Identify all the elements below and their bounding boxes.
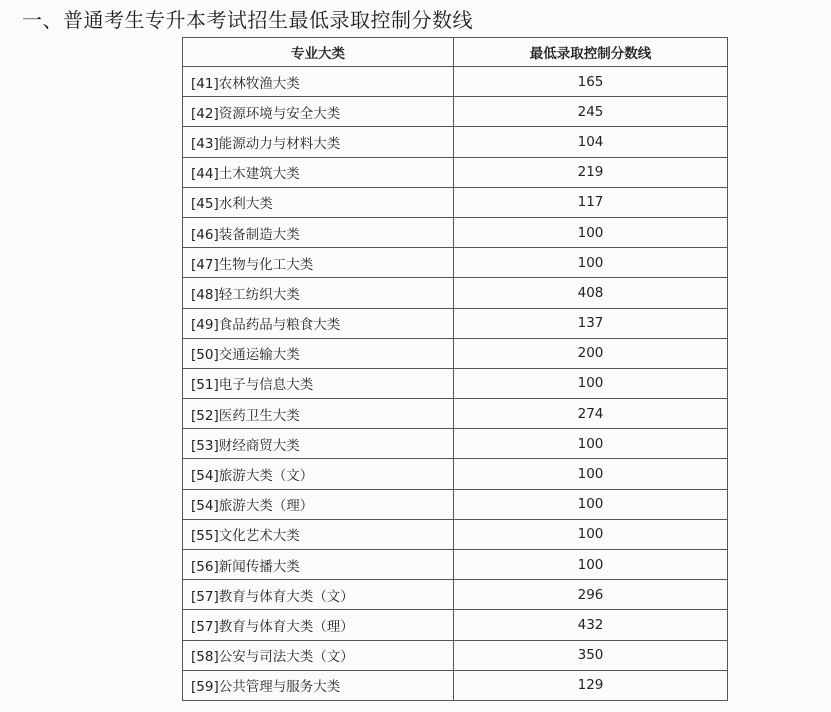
category-cell: [48]轻工纺织大类 (183, 278, 454, 308)
table-row (183, 399, 728, 429)
score-table (182, 37, 728, 701)
table-row (183, 308, 728, 338)
table-row (183, 217, 728, 247)
score-cell: 129 (454, 670, 728, 700)
score-cell: 100 (454, 519, 728, 549)
score-cell: 296 (454, 580, 728, 610)
category-cell: [47]生物与化工大类 (183, 248, 454, 278)
table-row (183, 550, 728, 580)
score-cell: 100 (454, 489, 728, 519)
category-cell: [46]装备制造大类 (183, 217, 454, 247)
table-row (183, 338, 728, 368)
header-score: 最低录取控制分数线 (454, 38, 728, 67)
score-cell: 100 (454, 248, 728, 278)
score-cell: 100 (454, 217, 728, 247)
category-cell: [54]旅游大类（文） (183, 459, 454, 489)
table-row (183, 97, 728, 127)
score-cell: 432 (454, 610, 728, 640)
score-cell: 100 (454, 550, 728, 580)
table-row (183, 157, 728, 187)
score-cell: 350 (454, 640, 728, 670)
category-cell: [53]财经商贸大类 (183, 429, 454, 459)
table-row (183, 278, 728, 308)
category-cell: [57]教育与体育大类（理） (183, 610, 454, 640)
category-cell: [51]电子与信息大类 (183, 368, 454, 398)
category-cell: [52]医药卫生大类 (183, 399, 454, 429)
category-cell: [45]水利大类 (183, 187, 454, 217)
table-row (183, 670, 728, 700)
score-cell: 100 (454, 459, 728, 489)
table-row (183, 580, 728, 610)
document-title: 一、普通考生专升本考试招生最低录取控制分数线 (22, 8, 473, 32)
table-row (183, 127, 728, 157)
table-row (183, 459, 728, 489)
score-cell: 117 (454, 187, 728, 217)
table-row (183, 67, 728, 97)
score-cell: 274 (454, 399, 728, 429)
score-cell: 100 (454, 429, 728, 459)
table-header-row (183, 38, 728, 67)
header-category: 专业大类 (183, 38, 454, 67)
score-cell: 100 (454, 368, 728, 398)
table-row (183, 368, 728, 398)
table-row (183, 429, 728, 459)
category-cell: [56]新闻传播大类 (183, 550, 454, 580)
table-row (183, 489, 728, 519)
table-row (183, 640, 728, 670)
category-cell: [43]能源动力与材料大类 (183, 127, 454, 157)
score-cell: 165 (454, 67, 728, 97)
table-row (183, 610, 728, 640)
table-row (183, 248, 728, 278)
score-cell: 104 (454, 127, 728, 157)
score-cell: 245 (454, 97, 728, 127)
table-row (183, 519, 728, 549)
category-cell: [41]农林牧渔大类 (183, 67, 454, 97)
category-cell: [59]公共管理与服务大类 (183, 670, 454, 700)
score-cell: 200 (454, 338, 728, 368)
category-cell: [42]资源环境与安全大类 (183, 97, 454, 127)
score-cell: 219 (454, 157, 728, 187)
category-cell: [49]食品药品与粮食大类 (183, 308, 454, 338)
score-cell: 137 (454, 308, 728, 338)
category-cell: [55]文化艺术大类 (183, 519, 454, 549)
category-cell: [54]旅游大类（理） (183, 489, 454, 519)
score-cell: 408 (454, 278, 728, 308)
category-cell: [50]交通运输大类 (183, 338, 454, 368)
category-cell: [44]土木建筑大类 (183, 157, 454, 187)
category-cell: [58]公安与司法大类（文） (183, 640, 454, 670)
category-cell: [57]教育与体育大类（文） (183, 580, 454, 610)
table-row (183, 187, 728, 217)
